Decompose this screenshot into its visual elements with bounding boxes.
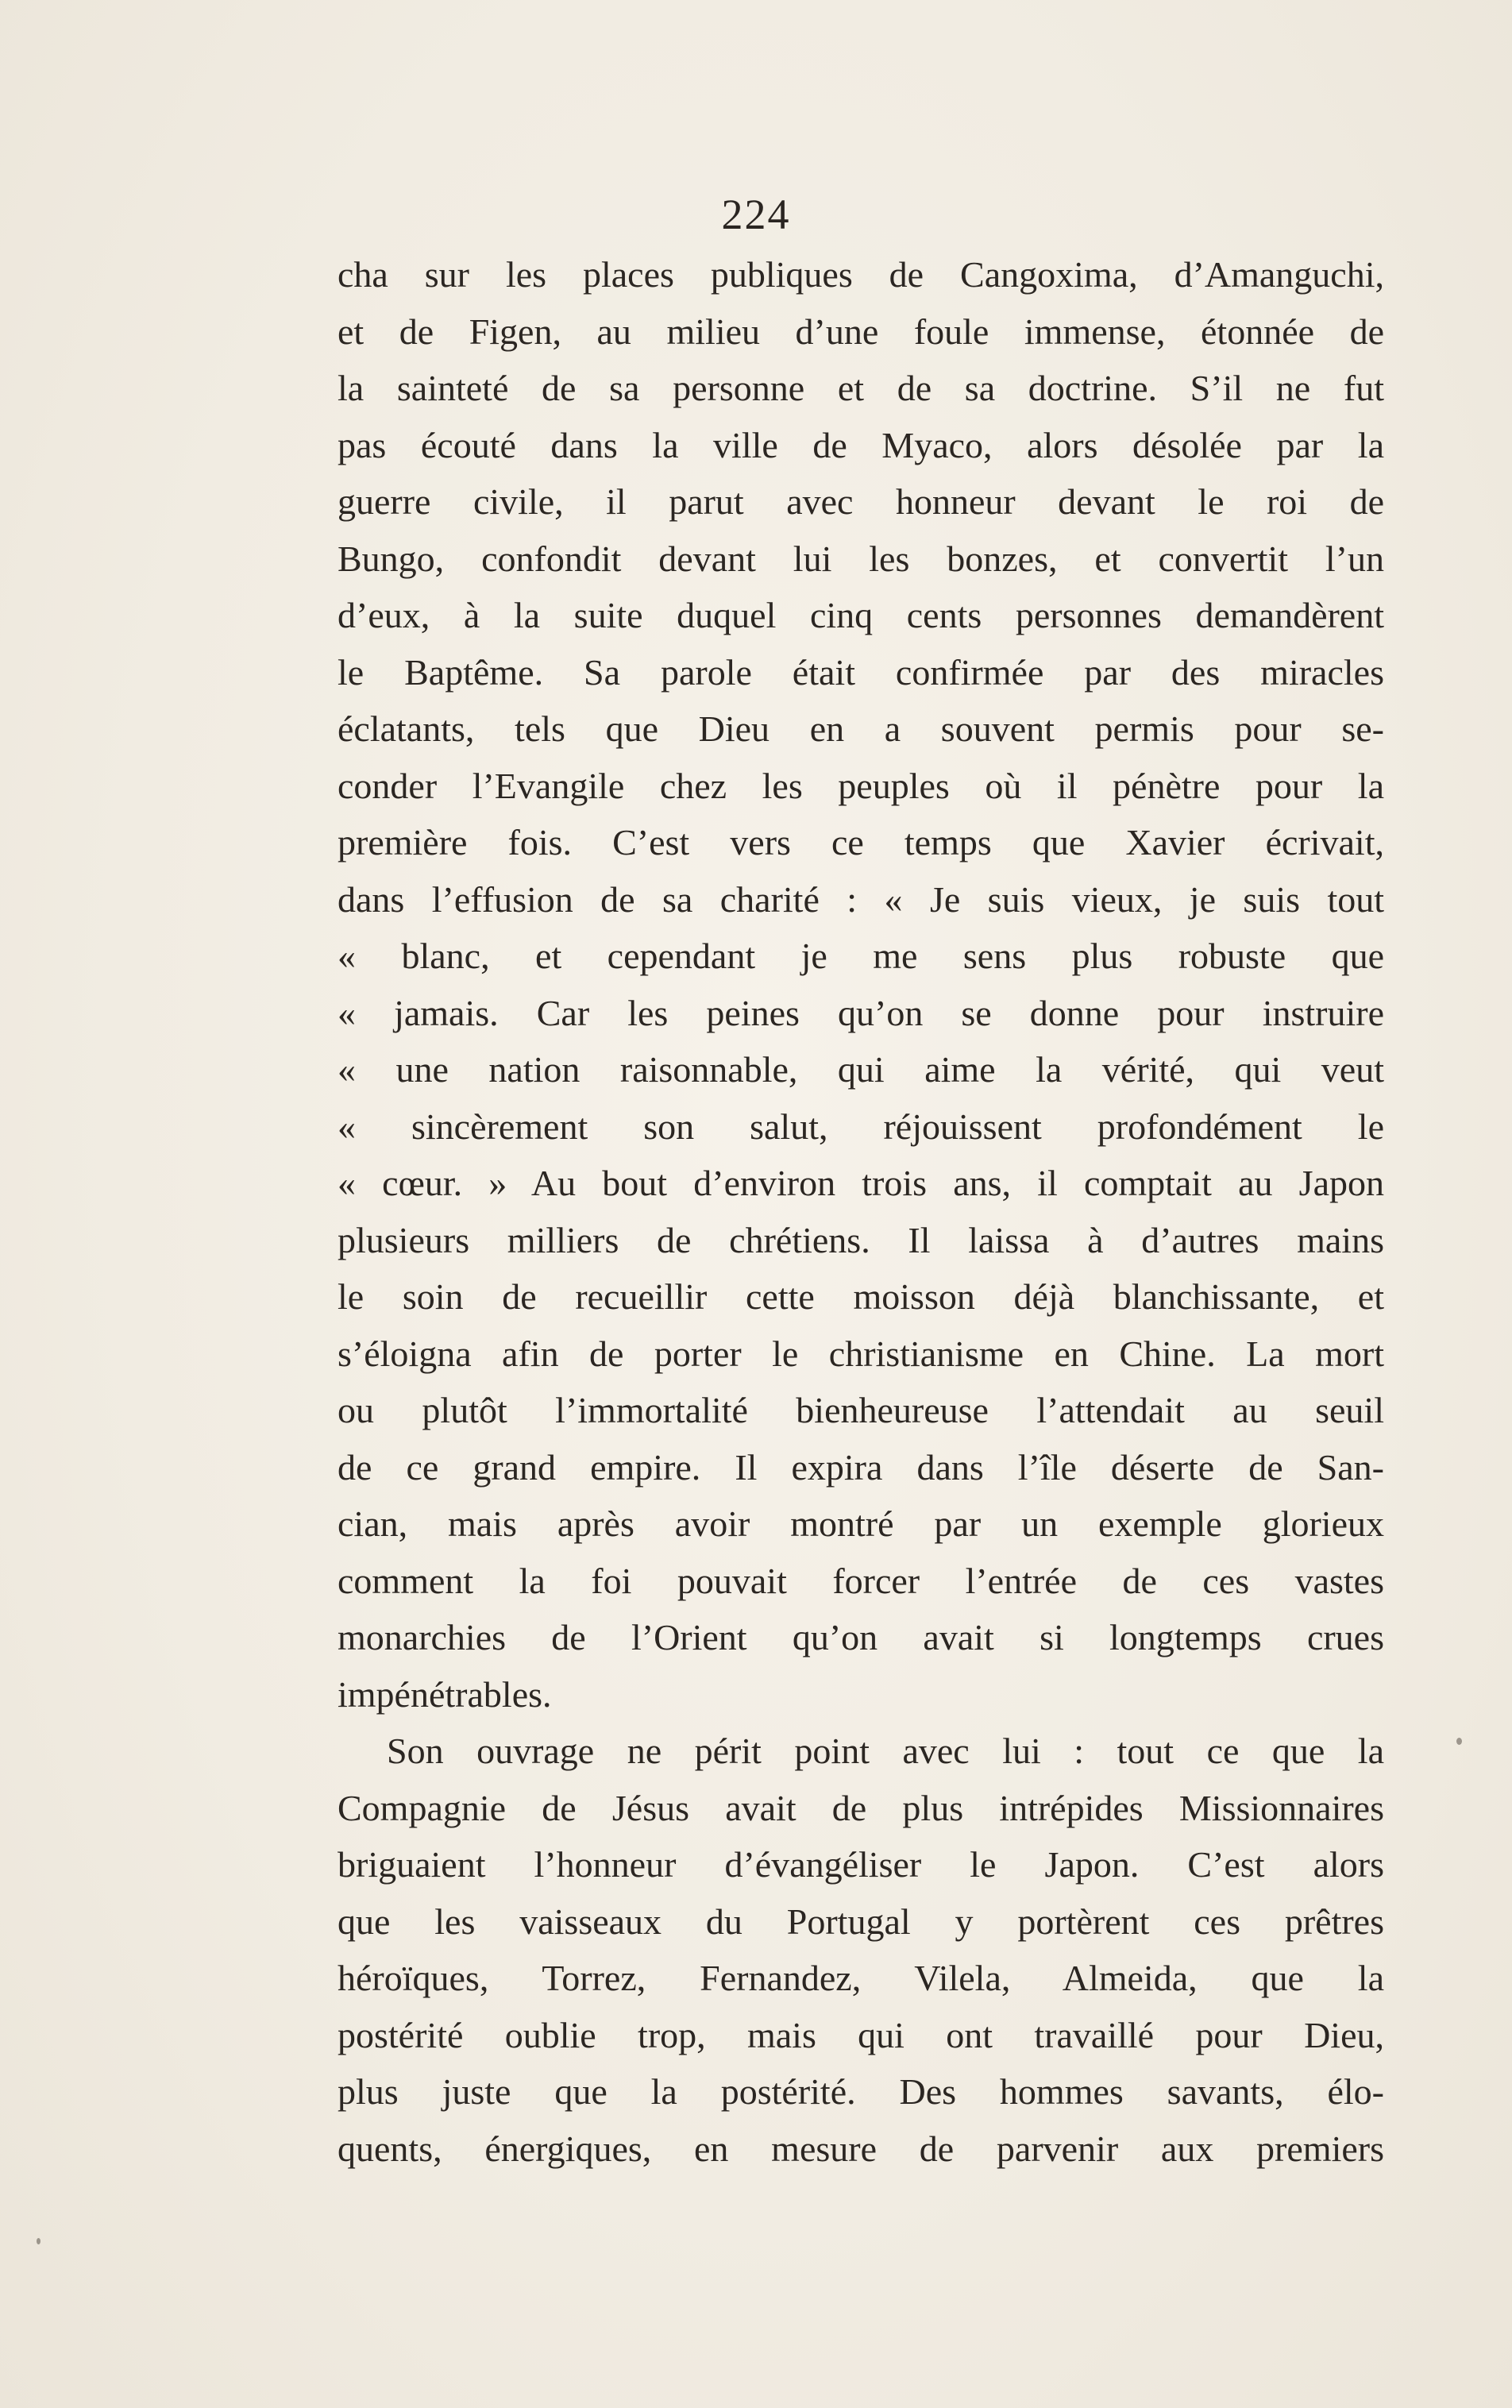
quote-line: « sincèrement son salut, réjouissent profondément le (338, 1106, 1384, 1147)
text-line: monarchies de l’Orient qu’on avait si longtemps crues (338, 1617, 1384, 1657)
text-line: briguaient l’honneur d’évangéliser le Japon. C’est alors (338, 1844, 1384, 1885)
text-line: cian, mais après avoir montré par un exemple glorieux (338, 1503, 1384, 1544)
text-line: d’eux, à la suite duquel cinq cents personnes demandèrent (338, 595, 1384, 635)
body-text (338, 246, 1384, 2177)
text-line: plus juste que la postérité. Des hommes savants, élo- (338, 2071, 1384, 2112)
text-line: que les vaisseaux du Portugal y portèrent ces prêtres (338, 1901, 1384, 1942)
quote-line: « jamais. Car les peines qu’on se donne pour instruire (338, 992, 1384, 1033)
text-line: s’éloigna afin de porter le christianisme en Chine. La mort (338, 1333, 1384, 1374)
text-line: ou plutôt l’immortalité bienheureuse l’attendait au seuil (338, 1390, 1384, 1430)
text-line: Bungo, confondit devant lui les bonzes, et convertit l’un (338, 538, 1384, 579)
text-line: pas écouté dans la ville de Myaco, alors désolée par la (338, 424, 1384, 465)
text-line: la sainteté de sa personne et de sa doctrine. S’il ne fut (338, 368, 1384, 408)
text-line: postérité oublie trop, mais qui ont travaillé pour Dieu, (338, 2014, 1384, 2055)
text-line: dans l’effusion de sa charité : « Je suis vieux, je suis tout (338, 878, 1384, 920)
text-line: première fois. C’est vers ce temps que Xavier écrivait, (338, 822, 1384, 862)
quote-line: « cœur. » Au bout d’environ trois ans, il comptait au Japon (338, 1163, 1384, 1203)
text-line: comment la foi pouvait forcer l’entrée de ces vastes (338, 1560, 1384, 1601)
text-line: de ce grand empire. Il expira dans l’île déserte de San- (338, 1446, 1384, 1488)
text-line: guerre civile, il parut avec honneur devant le roi de (338, 481, 1384, 522)
text-line: cha sur les places publiques de Cangoxima, d’Amanguchi, (338, 254, 1384, 295)
text-line: quents, énergiques, en mesure de parvenir aux premiers (338, 2128, 1384, 2169)
quote-line: « une nation raisonnable, qui aime la vérité, qui veut (338, 1049, 1384, 1090)
text-line: héroïques, Torrez, Fernandez, Vilela, Almeida, que la (338, 1958, 1384, 1998)
text-line: plusieurs milliers de chrétiens. Il laissa à d’autres mains (338, 1219, 1384, 1260)
paragraph-end-line: impénétrables. (338, 1673, 552, 1715)
text-line: conder l’Evangile chez les peuples où il pénètre pour la (338, 765, 1384, 806)
paper-speck (1456, 1738, 1462, 1745)
paragraph-start-line: Son ouvrage ne périt point avec lui : tout ce que la (387, 1731, 1384, 1771)
quote-line: « blanc, et cependant je me sens plus robuste que (338, 936, 1384, 976)
text-line: le Baptême. Sa parole était confirmée par des miracles (338, 651, 1384, 693)
text-line: éclatants, tels que Dieu en a souvent permis pour se- (338, 708, 1384, 749)
paper-speck (37, 2238, 40, 2244)
text-line: Compagnie de Jésus avait de plus intrépides Missionnaires (338, 1787, 1384, 1828)
page-number: 224 (721, 191, 791, 238)
text-line: le soin de recueillir cette moisson déjà blanchissante, et (338, 1276, 1384, 1317)
text-line: et de Figen, au milieu d’une foule immense, étonnée de (338, 311, 1384, 352)
